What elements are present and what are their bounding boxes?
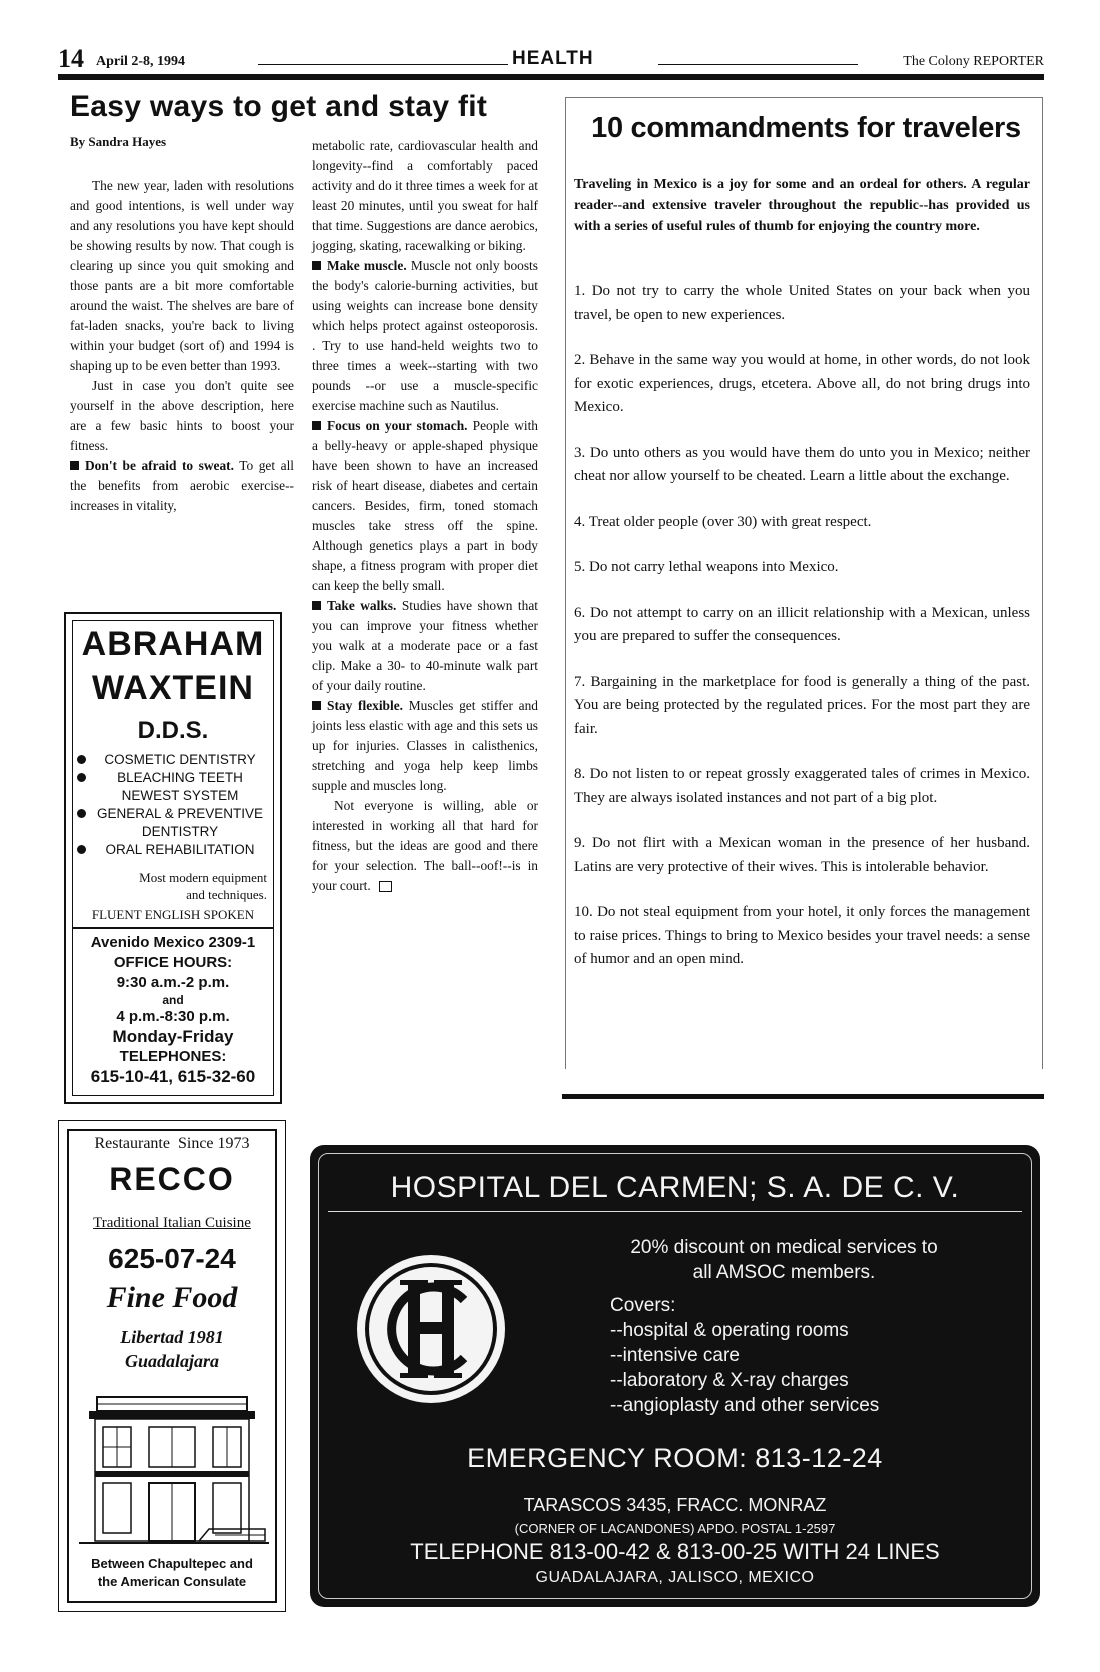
restaurant-city: Guadalajara (124, 1351, 220, 1371)
commandment-item: 6. Do not attempt to carry on an illicit relationship with a Mexican, unless you are prepared to suffer the consequences. (574, 604, 1030, 644)
article-tip (312, 696, 538, 796)
service-label: DENTISTRY (141, 824, 219, 839)
article-byline: By Sandra Hayes (70, 134, 167, 149)
office-days: Monday-Friday (112, 1027, 234, 1046)
masthead-line-right (658, 64, 858, 65)
commandment-item: 1. Do not try to carry the whole United States on your back when you travel, be open to new experiences. (574, 283, 1030, 323)
article-column-1 (70, 176, 294, 516)
equipment-line: and techniques. (186, 887, 267, 902)
hospital-title: HOSPITAL DEL CARMEN; S. A. DE C. V. (390, 1171, 960, 1204)
tip-heading: Don't be afraid to sweat. (85, 458, 234, 473)
service-label: ORAL REHABILITATION (105, 842, 255, 857)
covers-label: Covers: (610, 1295, 676, 1316)
bullet-square-icon (312, 421, 321, 430)
covers-item: --hospital & operating rooms (610, 1320, 849, 1341)
covers-item: --angioplasty and other services (610, 1395, 880, 1416)
restaurant-label: Restaurante (94, 1135, 170, 1152)
service-item (77, 787, 273, 805)
hospital-ad (310, 1145, 1040, 1607)
service-item (77, 805, 273, 823)
tip-body: To get all the benefits from aerobic exercise--increases in vitality, (70, 458, 295, 513)
service-label: NEWEST SYSTEM (121, 788, 239, 803)
article-tip (70, 456, 294, 516)
masthead-rule (58, 74, 1044, 80)
restaurant-phone: 625-07-24 (108, 1243, 236, 1274)
bullet-dot-icon (77, 809, 86, 818)
bullet-dot-icon (77, 755, 86, 764)
hospital-covers (610, 1293, 879, 1418)
dentist-name-first: ABRAHAM (81, 625, 265, 663)
restaurant-since: Since 1973 (177, 1135, 250, 1152)
commandments-list (574, 280, 1030, 994)
discount-line: 20% discount on medical services to (630, 1237, 938, 1258)
dentist-ad-frame (72, 620, 274, 1096)
dentist-degree: D.D.S. (137, 717, 209, 744)
dentist-address: Avenido Mexico 2309-1 (90, 934, 256, 951)
bullet-square-icon (312, 261, 321, 270)
restaurant-header (69, 1135, 275, 1153)
tip-body: Muscle not only boosts the body's calorie-burning activities, but using weights can increase bone density which helps protect against osteoporosis. . Try to use hand-held weights two to three times a week--starting with two pounds --or use a muscle-specific exercise machine such as Nautilus. (312, 258, 538, 413)
end-mark-icon (379, 881, 392, 892)
article-tip (312, 596, 538, 696)
tip-body: Studies have shown that you can improve your fitness whether you walk at a moderate pace or a fast clip. Make a 30- to 40-minute walk part of your daily routine. (312, 598, 538, 693)
commandments-title: 10 commandments for travelers (591, 112, 1021, 144)
telephones-label: TELEPHONES: (119, 1048, 227, 1065)
article-tip (312, 416, 538, 596)
tip-body: Muscles get stiffer and joints less elastic with age and this sets us up for injuries. Classes in calisthenics, stretching and yoga help keep limbs supple and muscles long. (312, 698, 538, 793)
article-paragraph: The new year, laden with resolutions and good intentions, is well under way and any resolutions you have kept should be showing results by now. That cough is clearing up since you quit smoking and those pants are a bit more comfortable around the waist. The shelves are bare of fat-laden snacks, you're back to living within your budget (sort of) and 1994 is shaping up to be even better than 1993. (70, 178, 294, 373)
article-headline: Easy ways to get and stay fit (70, 90, 488, 123)
discount-line: all AMSOC members. (692, 1262, 876, 1283)
hospital-emergency: EMERGENCY ROOM: 813-12-24 (467, 1443, 883, 1473)
dentist-contact (73, 933, 273, 1087)
hospital-logo-icon (352, 1250, 510, 1408)
commandment-item: 8. Do not listen to or repeat grossly exaggerated tales of crimes in Mexico. They are always isolated instances and not part of a big plot. (574, 766, 1030, 806)
article-paragraph: Just in case you don't quite see yourself in the above description, here are a few basic hints to boost your fitness. (70, 378, 294, 453)
commandment-item: 7. Bargaining in the marketplace for food is generally a thing of the past. You are being protected by the regulated prices. For the most part they are fair. (574, 673, 1030, 737)
restaurant-fine-food: Fine Food (106, 1281, 238, 1314)
commandments-intro: Traveling in Mexico is a joy for some and an ordeal for others. A regular reader--and extensive traveler throughout the republic--has provided us with a series of useful rules of thumb for enjoying the country more. (574, 177, 1030, 234)
hospital-corner: (CORNER OF LACANDONES) APDO. POSTAL 1-2597 (514, 1521, 836, 1536)
masthead-line-left (258, 64, 508, 65)
hospital-address: TARASCOS 3435, FRACC. MONRAZ (523, 1495, 827, 1515)
service-item (77, 769, 273, 787)
commandment-item: 9. Do not flirt with a Mexican woman in the presence of her husband. Latins are very protective of their wives. This is intolerable behavior. (574, 835, 1030, 875)
commandment-item: 2. Behave in the same way you would at home, in other words, do not look for exotic experiences, drugs, etcetera. Above all, do not bring drugs into Mexico. (574, 352, 1030, 415)
covers-item: --intensive care (610, 1345, 740, 1366)
dentist-separator (73, 927, 273, 929)
bullet-square-icon (312, 601, 321, 610)
tip-body: People with a belly-heavy or apple-shaped physique have been shown to have an increased risk of heart disease, diabetes and certain cancers. Besides, firm, toned stomach muscles take stress off the spine. Although genetics plays a part in body shape, a fitness program with proper diet can keep the belly small. (312, 418, 539, 593)
dentist-name-last: WAXTEIN (92, 669, 254, 707)
commandment-item: 5. Do not carry lethal weapons into Mexico. (574, 559, 839, 575)
hospital-discount (580, 1235, 988, 1285)
service-label: GENERAL & PREVENTIVE (96, 806, 264, 821)
covers-item: --laboratory & X-ray charges (610, 1370, 849, 1391)
restaurant-ad-frame (67, 1129, 277, 1603)
tip-heading: Take walks. (327, 598, 397, 613)
restaurant-ad (58, 1120, 286, 1612)
restaurant-logo: RECCO (109, 1161, 235, 1197)
service-label: BLEACHING TEETH (117, 770, 243, 785)
dentist-services (77, 751, 273, 859)
hospital-title-rule (328, 1211, 1022, 1212)
hospital-telephone: TELEPHONE 813-00-42 & 813-00-25 WITH 24 LINES (410, 1539, 940, 1564)
page-number: 14 (58, 44, 84, 73)
equipment-line: Most modern equipment (139, 870, 267, 885)
article-tip (312, 256, 538, 416)
commandment-item: 10. Do not steal equipment from your hotel, it only forces the management to raise prices. Things to bring to Mexico besides your travel needs: a sense of humor and an open mind. (574, 904, 1030, 967)
tip-heading: Stay flexible. (327, 698, 404, 713)
bullet-dot-icon (77, 845, 86, 854)
service-label: COSMETIC DENTISTRY (104, 752, 256, 767)
office-hours-label: OFFICE HOURS: (113, 954, 233, 971)
closing-text: Not everyone is willing, able or interested in working all that hard for fitness, but the ideas are good and there for your selection. The ball--oof!--is in your court. (312, 798, 538, 893)
section-name: HEALTH (512, 48, 594, 69)
dentist-fluent-english: FLUENT ENGLISH SPOKEN (91, 907, 255, 922)
service-item (77, 823, 273, 841)
office-hours-afternoon: 4 p.m.-8:30 p.m. (116, 1008, 230, 1025)
bullet-square-icon (312, 701, 321, 710)
restaurant-building-illustration (79, 1387, 269, 1551)
bullet-square-icon (70, 461, 79, 470)
commandments-bottom-rule (562, 1094, 1044, 1099)
article-column-2 (312, 136, 538, 896)
restaurant-cuisine: Traditional Italian Cuisine (93, 1215, 251, 1231)
hospital-city: GUADALAJARA, JALISCO, MEXICO (535, 1569, 815, 1586)
office-hours-morning: 9:30 a.m.-2 p.m. (116, 974, 230, 991)
office-hours-and: and (162, 993, 184, 1007)
tip-heading: Make muscle. (327, 258, 407, 273)
restaurant-location (69, 1555, 275, 1591)
service-item (77, 841, 273, 859)
service-item (77, 751, 273, 769)
paper-name: The Colony REPORTER (903, 54, 1044, 69)
tip-heading: Focus on your stomach. (327, 418, 468, 433)
masthead (58, 44, 1044, 74)
restaurant-address (69, 1325, 275, 1373)
telephone-numbers: 615-10-41, 615-32-60 (90, 1067, 256, 1086)
issue-date: April 2-8, 1994 (96, 54, 186, 69)
restaurant-street: Libertad 1981 (120, 1327, 224, 1347)
dentist-ad (64, 612, 282, 1104)
bullet-dot-icon (77, 773, 86, 782)
commandment-item: 3. Do unto others as you would have them do unto you in Mexico; neither cheat nor allow yourself to be cheated. Learn a little about the exchange. (574, 444, 1030, 484)
commandment-item: 4. Treat older people (over 30) with great respect. (574, 513, 872, 530)
location-line: Between Chapultepec and (91, 1556, 253, 1571)
location-line: the American Consulate (97, 1574, 247, 1589)
article-closing (312, 796, 538, 896)
article-paragraph: metabolic rate, cardiovascular health and longevity--find a comfortably paced activity and do it three times a week for at least 20 minutes, until you sweat for half that time. Suggestions are dance aerobics, jogging, skating, racewalking or biking. (312, 138, 538, 253)
dentist-equipment (97, 869, 267, 903)
